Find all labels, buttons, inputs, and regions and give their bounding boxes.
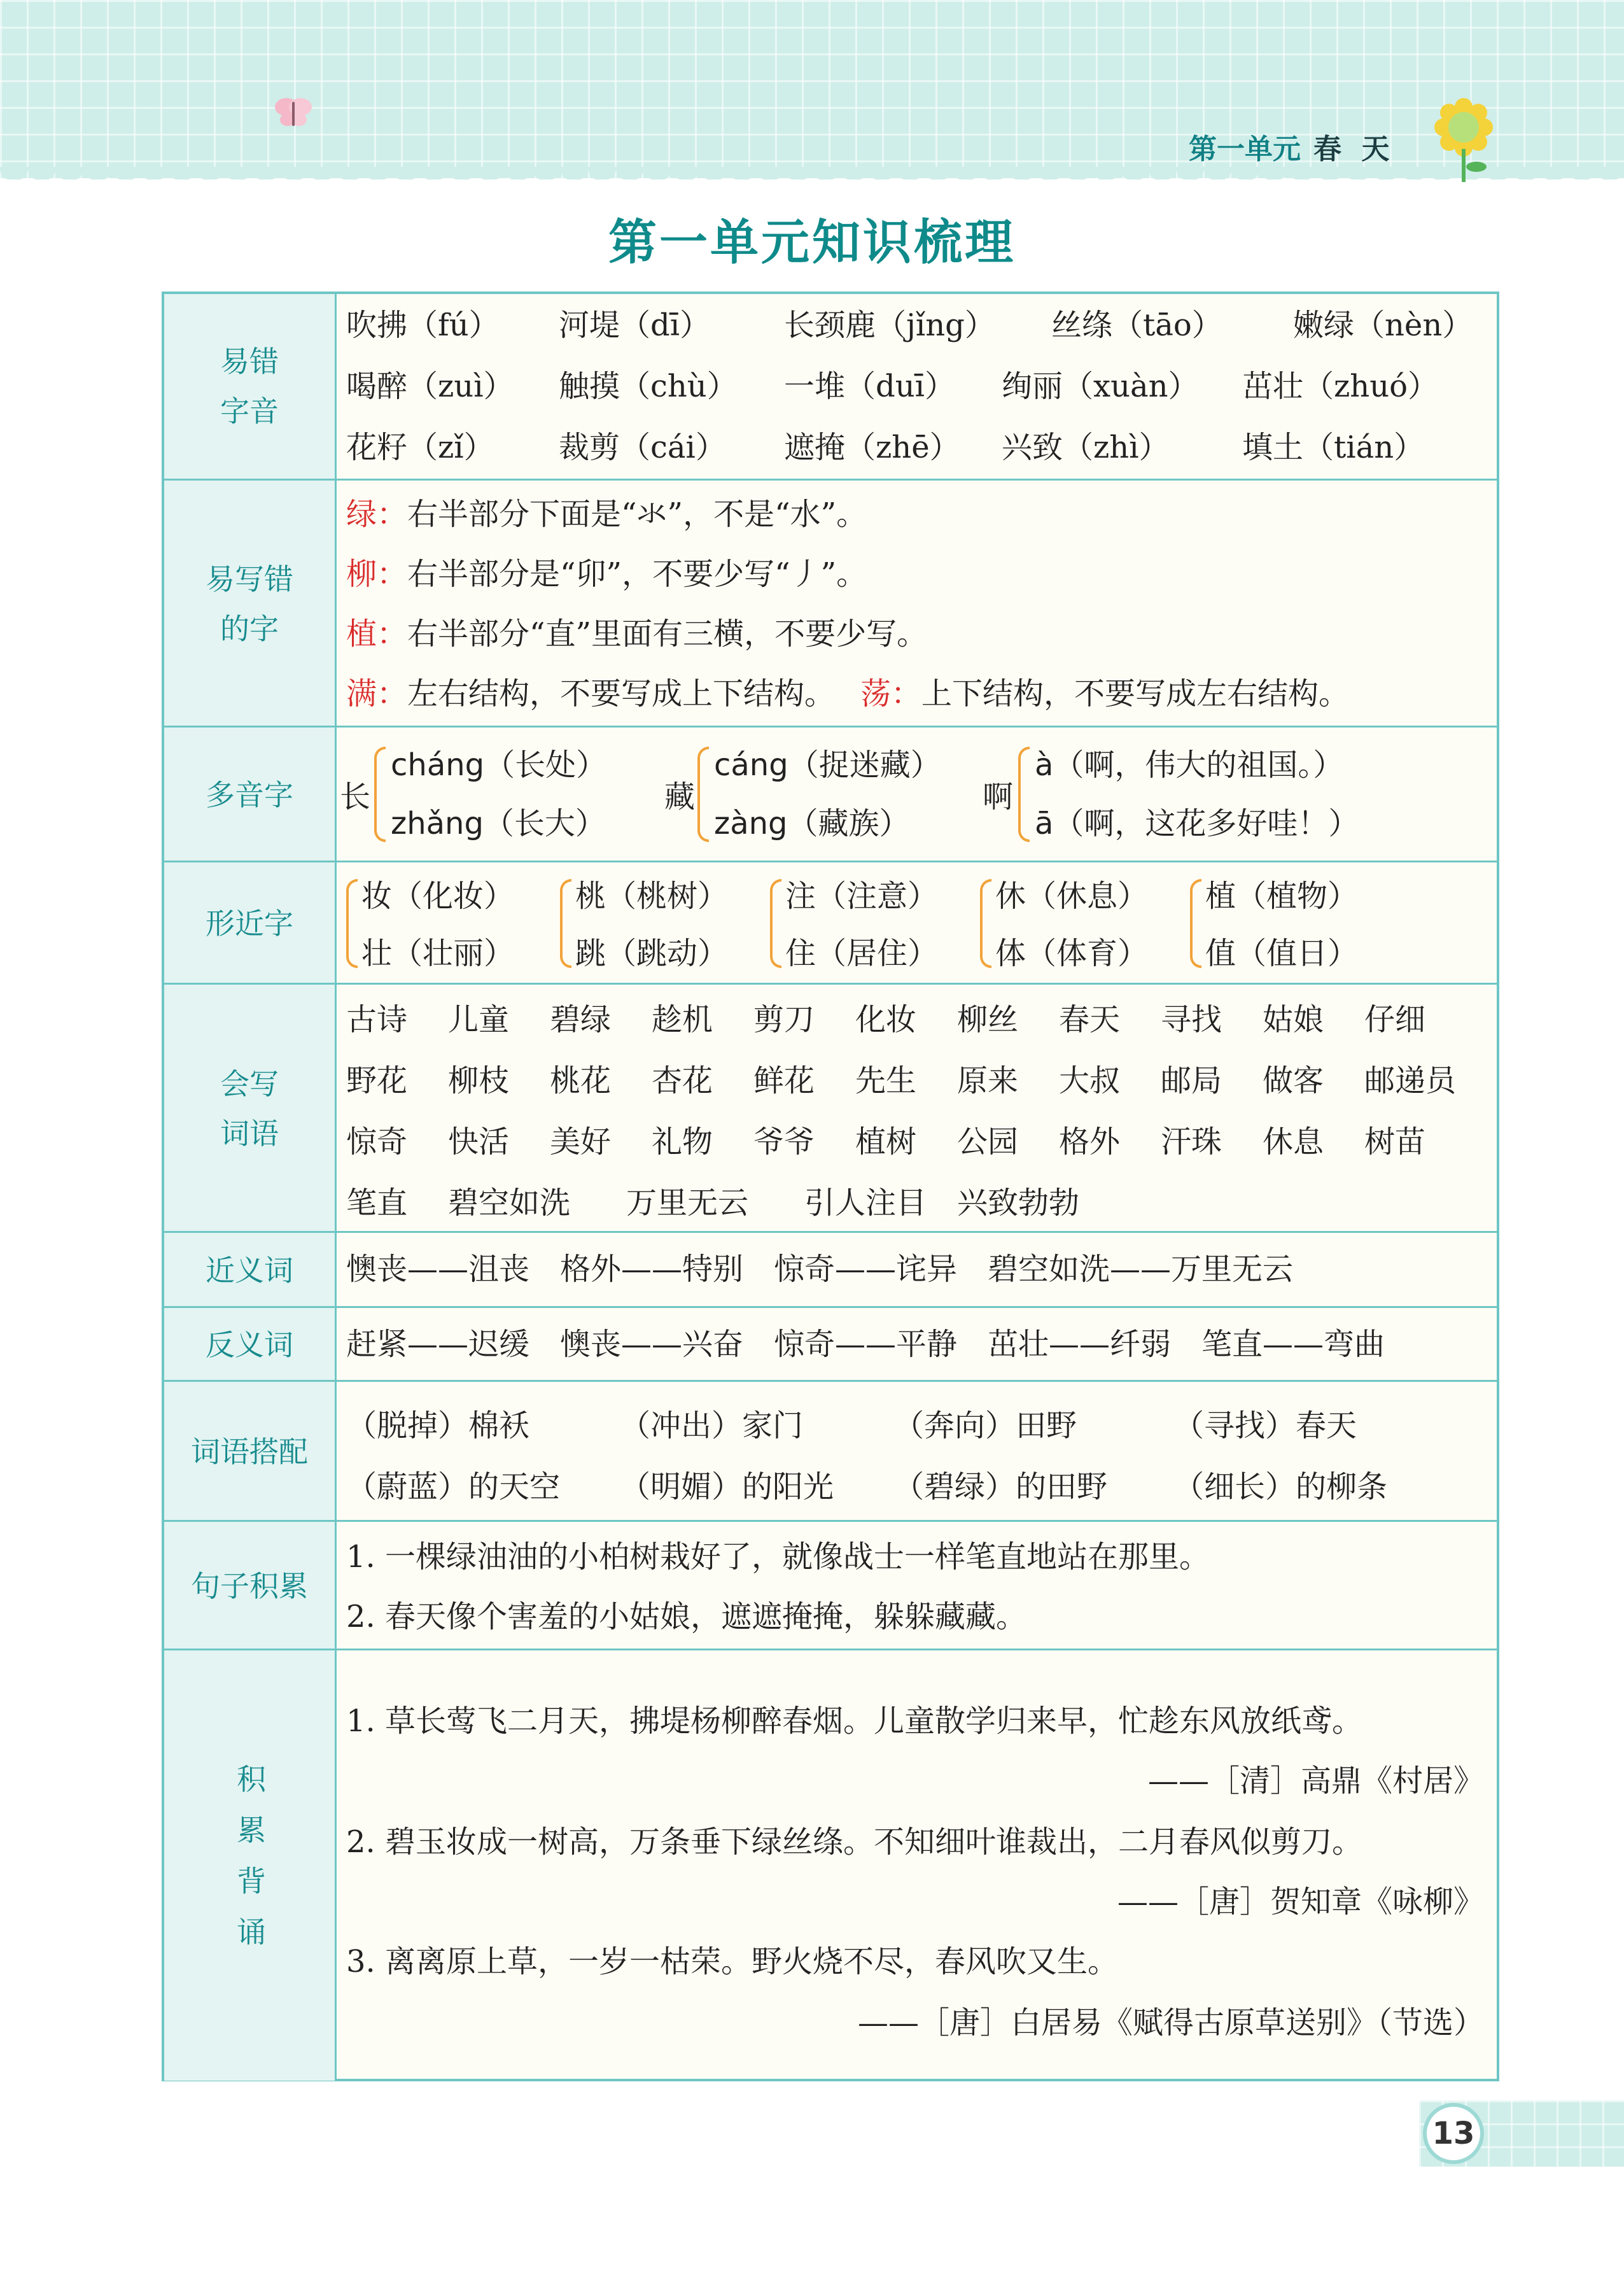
polyphone-reading: ā（啊，这花多好哇！） [1035,806,1359,841]
similar-char: 桃（桃树） [575,878,729,914]
word-item: 惊奇 [346,1124,408,1160]
writing-label: 易写错 的字 [164,481,337,728]
word-item: 仔细 [1364,1002,1426,1037]
word-item: 快活 [448,1124,510,1160]
word-item: 先生 [855,1063,917,1099]
word-item: 植树 [855,1124,917,1160]
brace-icon [560,879,571,968]
writing-note: 右半部分是“卯”，不要少写“丿”。 [407,556,867,592]
word-item: 儿童 [448,1002,510,1037]
antonyms-label: 反义词 [164,1308,337,1382]
unit-number: 第一单元 [1189,133,1301,165]
pronunciation-body [346,294,1484,479]
unit-label [1189,127,1394,172]
word-item: 礼物 [652,1124,713,1160]
brace-icon [374,747,386,842]
word-item: 汗珠 [1161,1124,1222,1160]
poem-text: 3. 离离原上草，一岁一枯荣。野火烧不尽，春风吹又生。 [346,1944,1119,1979]
collocation-item: （蔚蓝）的天空 [346,1469,561,1505]
polyphone-reading: cáng（捉迷藏） [714,747,941,783]
words-row [164,983,1497,1233]
words-label: 会写 词语 [164,985,337,1233]
word-item: 树苗 [1364,1124,1426,1160]
synonyms-row [164,1231,1497,1308]
sentences-body [346,1522,1484,1650]
word-item: 杏花 [652,1063,713,1099]
sentences-label: 句子积累 [164,1522,337,1650]
word-item: 原来 [957,1063,1019,1099]
sunflower-icon [1425,95,1502,185]
polyphone-reading: zhǎng（长大） [391,806,606,841]
word-item: 笔直 [346,1185,408,1221]
writing-char: 柳： [346,556,408,592]
collocation-label: 词语搭配 [164,1382,337,1522]
brace-icon [697,747,709,842]
collocation-item: （冲出）家门 [620,1408,804,1444]
word-item: 邮递员 [1364,1063,1457,1099]
writing-body [346,481,1484,728]
pinyin-item: 兴致（zhì） [1002,430,1170,465]
word-item: 爷爷 [753,1124,815,1160]
recitation-label-text: 积累背诵 [232,1764,267,1967]
word-item: 大叔 [1059,1063,1121,1099]
word-item: 桃花 [550,1063,612,1099]
word-item: 姑娘 [1263,1002,1324,1037]
polyphone-reading: à（啊，伟大的祖国。） [1035,747,1344,783]
pinyin-item: 一堆（duī） [784,369,955,404]
pinyin-item: 裁剪（cái） [559,430,726,465]
word-item: 古诗 [346,1002,408,1037]
header-gap [0,179,1624,199]
pinyin-item: 遮掩（zhē） [784,430,960,465]
pinyin-item: 嫩绿（nèn） [1293,307,1473,343]
polyphone-body [340,728,1484,862]
similar-char: 住（居住） [785,936,939,971]
page-title: 第一单元知识梳理 [608,214,1016,271]
antonyms-text: 赶紧——迟缓 懊丧——兴奋 惊奇——平静 茁壮——纤弱 笔直——弯曲 [346,1326,1385,1362]
pinyin-item: 触摸（chù） [559,369,738,404]
brace-icon [770,879,781,968]
pinyin-item: 花籽（zǐ） [346,430,494,465]
word-item: 化妆 [855,1002,917,1037]
sentence-item: 1. 一棵绿油油的小柏树栽好了，就像战士一样笔直地站在那里。 [346,1539,1210,1575]
writing-row [164,479,1497,728]
unit-title: 春 天 [1313,133,1395,165]
word-item: 休息 [1263,1124,1324,1160]
word-item: 鲜花 [753,1063,815,1099]
pronunciation-row [164,294,1497,479]
similar-body [346,862,1484,985]
writing-note: 左右结构，不要写成上下结构。 [407,676,836,712]
word-item: 野花 [346,1063,408,1099]
collocation-body [346,1382,1484,1522]
word-item: 万里无云 [626,1185,749,1221]
polyphone-reading: zàng（藏族） [714,806,910,841]
poem-source: ——［清］高鼎《村居》 [1147,1763,1484,1799]
polyphone-head: 啊 [983,779,1014,815]
antonyms-body [346,1308,1484,1382]
similar-char: 值（值日） [1205,936,1359,971]
word-item: 柳丝 [957,1002,1019,1037]
antonyms-row [164,1306,1497,1382]
poem-text: 1. 草长莺飞二月天，拂堤杨柳醉春烟。儿童散学归来早，忙趁东风放纸鸢。 [346,1703,1363,1739]
polyphone-label: 多音字 [164,728,337,862]
synonyms-body [346,1233,1484,1308]
similar-char: 体（体育） [995,936,1149,971]
brace-icon [1190,879,1201,968]
poem-text: 2. 碧玉妆成一树高，万条垂下绿丝绦。不知细叶谁裁出，二月春风似剪刀。 [346,1824,1363,1860]
pinyin-item: 绚丽（xuàn） [1002,369,1199,404]
collocation-item: （寻找）春天 [1173,1408,1357,1444]
synonyms-label: 近义词 [164,1233,337,1308]
writing-note: 右半部分“直”里面有三横，不要少写。 [407,616,928,652]
collocation-row [164,1380,1497,1522]
pinyin-item: 河堤（dī） [559,307,711,343]
pinyin-item: 长颈鹿（jǐng） [784,307,995,343]
writing-char: 满： [346,676,408,712]
poem-source: ——［唐］白居易《赋得古原草送别》（节选） [857,2005,1484,2041]
collocation-item: （奔向）田野 [893,1408,1077,1444]
word-item: 公园 [957,1124,1019,1160]
polyphone-row [164,726,1497,862]
polyphone-head: 长 [340,779,371,815]
collocation-item: （碧绿）的田野 [893,1469,1108,1505]
knowledge-table [162,292,1499,2081]
similar-label: 形近字 [164,862,337,985]
word-item: 剪刀 [753,1002,815,1037]
brace-icon [980,879,991,968]
word-item: 引人注目 [804,1185,927,1221]
word-item: 碧绿 [550,1002,612,1037]
polyphone-head: 藏 [664,779,696,815]
sentence-item: 2. 春天像个害羞的小姑娘，遮遮掩掩，躲躲藏藏。 [346,1599,1027,1635]
similar-char: 壮（壮丽） [361,936,515,971]
similar-char: 注（注意） [785,878,939,914]
page-number: 13 [1423,2103,1484,2164]
collocation-item: （脱掉）棉袄 [346,1408,530,1444]
collocation-item: （明媚）的阳光 [620,1469,834,1505]
similar-char: 妆（化妆） [361,878,515,914]
pronunciation-label: 易错 字音 [164,294,337,479]
synonyms-text: 懊丧——沮丧 格外——特别 惊奇——诧异 碧空如洗——万里无云 [346,1251,1294,1287]
pinyin-item: 喝醉（zuì） [346,369,514,404]
recitation-label [164,1650,337,2081]
word-item: 邮局 [1161,1063,1222,1099]
recitation-row [164,1649,1497,2081]
pinyin-item: 吹拂（fú） [346,307,500,343]
recitation-body [346,1650,1484,2081]
word-item: 格外 [1059,1124,1121,1160]
similar-char: 休（休息） [995,878,1149,914]
word-item: 做客 [1263,1063,1324,1099]
writing-char: 荡： [860,676,922,712]
word-item: 美好 [550,1124,612,1160]
pinyin-item: 丝绦（tāo） [1051,307,1222,343]
brace-icon [346,879,358,968]
pinyin-item: 茁壮（zhuó） [1242,369,1439,404]
collocation-item: （细长）的柳条 [1173,1469,1388,1505]
sentences-row [164,1520,1497,1650]
writing-char: 绿： [346,496,408,532]
similar-row [164,861,1497,985]
similar-char: 跳（跳动） [575,936,729,971]
word-item: 寻找 [1161,1002,1222,1037]
brace-icon [1018,747,1030,842]
butterfly-icon [267,89,318,134]
writing-char: 植： [346,616,408,652]
words-body [346,985,1484,1233]
word-item: 柳枝 [448,1063,510,1099]
polyphone-reading: cháng（长处） [391,747,607,783]
word-item: 春天 [1059,1002,1121,1037]
writing-note: 右半部分下面是“氺”，不是“水”。 [407,496,867,532]
word-item: 兴致勃勃 [957,1185,1080,1221]
writing-note: 上下结构，不要写成左右结构。 [921,676,1350,712]
similar-char: 植（植物） [1205,878,1359,914]
pinyin-item: 填土（tián） [1242,430,1425,465]
word-item: 碧空如洗 [448,1185,571,1221]
word-item: 趁机 [652,1002,713,1037]
poem-source: ——［唐］贺知章《咏柳》 [1117,1884,1484,1920]
